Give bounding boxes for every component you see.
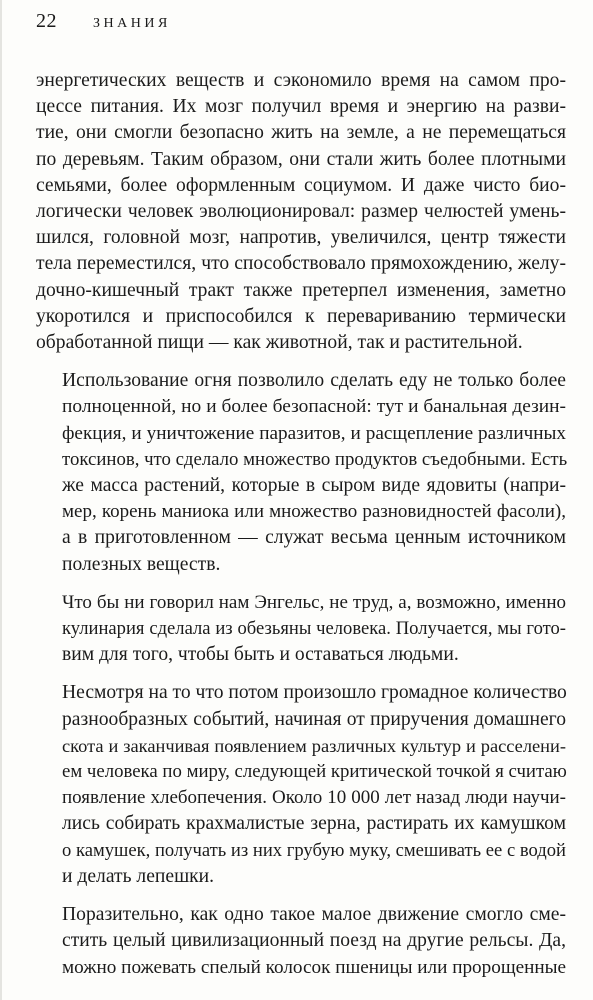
paragraph [36,902,566,981]
text-line: разнообразных событий, начиная от приручения домашнего [62,708,566,730]
text-line: тела переместился, что способствовало прямохождению, желу- [36,253,566,275]
running-header [36,10,171,36]
text-line: Что бы ни говорил нам Энгельс, не труд, а, возможно, именно [62,591,566,613]
paragraph [36,590,566,669]
text-line: цессе питания. Их мозг получил время и энергию на разви- [36,96,566,118]
paragraph [36,680,566,890]
text-line: вим для того, чтобы быть и оставаться людьми. [62,644,459,666]
text-line: шился, головной мозг, напротив, увеличился, центр тяжести [36,227,566,249]
text-line: а в приготовленном — служат весьма ценным источником [62,527,566,549]
text-line: по деревьям. Таким образом, они стали жить более плотными [36,148,566,170]
text-line: Использование огня позволило сделать еду не только более [62,370,566,392]
text-line: стить целый цивилизационный поезд на другие рельсы. Да, [62,930,566,952]
text-line: появление хлебопечения. Около 10 000 лет назад люди научи- [62,787,566,809]
text-line: дочно-кишечный тракт также претерпел изменения, заметно [36,279,566,301]
text-line: же масса растений, которые в сыром виде ядовиты (напри- [62,475,566,497]
text-line: скота и заканчивая появлением различных культур и расселени- [62,735,566,756]
text-line: о камушек, получать из них грубую муку, смешивать ее с водой [62,839,566,861]
text-line: Несмотря на то что потом произошло громадное количество [62,682,567,704]
paragraph [36,368,566,578]
text-line: мер, корень маниока или множество разновидностей фасоли), [62,501,566,523]
page-number: 22 [36,10,57,32]
text-line: токсинов, что сделало множество продуктов съедобными. Есть [62,448,568,470]
text-line: Поразительно, как одно такое малое движение смогло сме- [62,904,566,926]
paragraph [36,68,566,356]
section-title: ЗНАНИЯ [93,16,171,31]
text-line: тие, они смогли безопасно жить на земле, а не перемещаться [36,122,566,144]
text-line: фекция, и уничтожение паразитов, и расщепление различных [62,422,566,444]
text-line: можно пожевать спелый колосок пшеницы или пророщенные [62,956,567,978]
text-line: полезных веществ. [62,553,221,575]
text-line: полноценной, но и более безопасной: тут и банальная дезин- [62,396,566,418]
text-line: кулинария сделала из обезьяны человека. Получается, мы гото- [62,618,566,640]
text-line: семьями, более оформленным социумом. И даже чисто био- [36,174,566,196]
text-line: и делать лепешки. [62,865,215,887]
body-text [36,68,566,993]
text-line: обработанной пищи — как животной, так и растительной. [36,332,523,354]
text-line: логически человек эволюционировал: размер челюстей умень- [36,201,566,223]
text-line: энергетических веществ и сэкономило время на самом про- [36,70,566,91]
text-line: ем человека по миру, следующей критической точкой я считаю [62,761,567,783]
text-line: лись собирать крахмалистые зерна, растирать их камушком [62,813,566,835]
text-line: укоротился и приспособился к перевариванию термически [36,305,566,327]
